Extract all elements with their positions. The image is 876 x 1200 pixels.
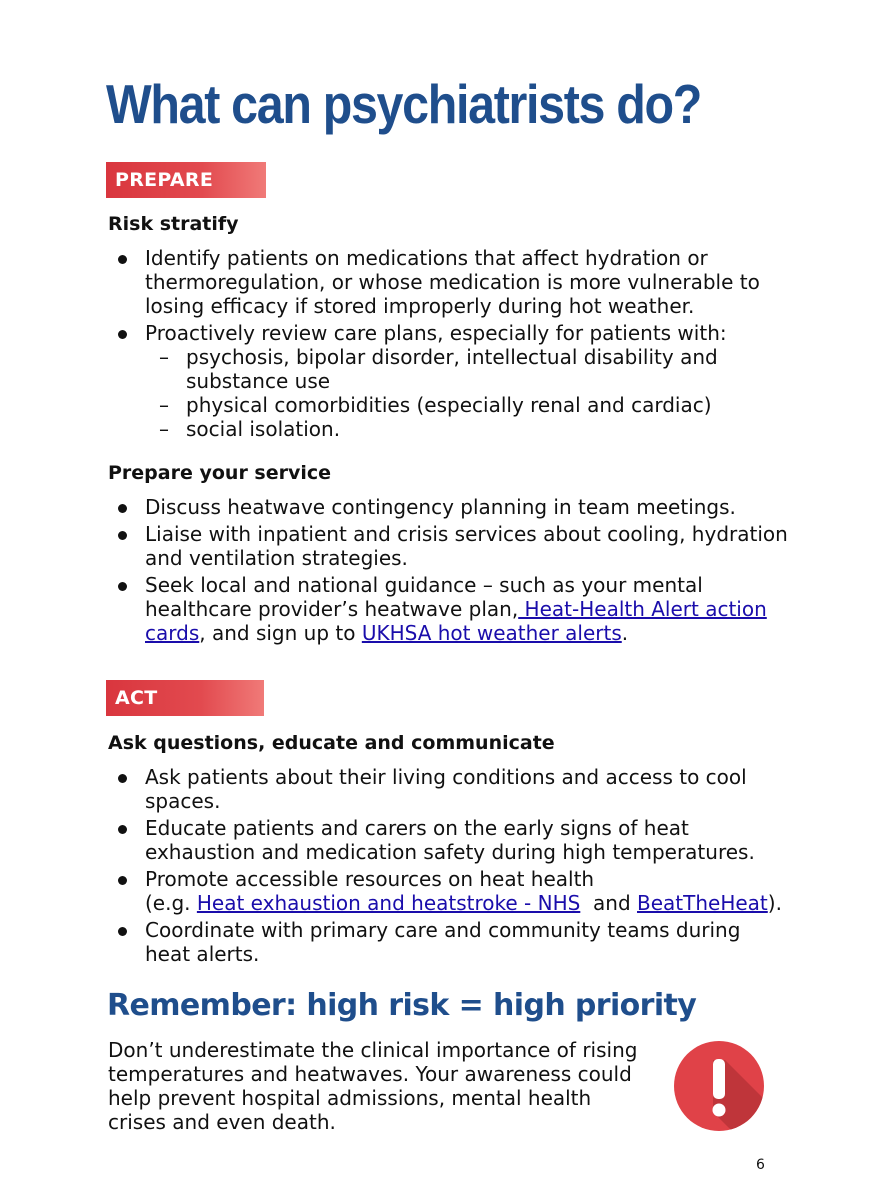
- bullet-icon: [118, 531, 127, 540]
- prepare-tag: PREPARE: [106, 162, 266, 198]
- dash-icon: –: [159, 393, 169, 417]
- bullet-icon: [118, 774, 127, 783]
- list-item-text: Discuss heatwave contingency planning in team meetings.: [145, 495, 736, 519]
- dash-icon: –: [159, 345, 169, 369]
- list-item: [108, 867, 788, 915]
- dash-icon: –: [159, 417, 169, 441]
- list-item-text: Educate patients and carers on the early signs of heat exhaustion and medication safety during high temperatures.: [145, 816, 755, 864]
- act-tag: ACT: [106, 680, 264, 716]
- list-item: [108, 321, 788, 441]
- prepare-service-heading: Prepare your service: [108, 462, 332, 484]
- exclamation-alert-icon: [673, 1040, 765, 1132]
- list-item: [108, 495, 788, 519]
- list-item-text: Seek local and national guidance – such as your mental healthcare provider’s heatwave plan,: [145, 573, 703, 621]
- act-list: [108, 765, 788, 969]
- nhs-heat-exhaustion-link[interactable]: Heat exhaustion and heatstroke - NHS: [196, 891, 581, 915]
- list-item-text: .: [621, 621, 629, 645]
- heat-health-alert-link[interactable]: Heat-Health Alert action cards: [145, 597, 767, 645]
- sub-list-item: [145, 417, 788, 441]
- list-item-text: ).: [767, 891, 782, 915]
- bullet-icon: [118, 504, 127, 513]
- sub-list-item-text: social isolation.: [186, 417, 341, 441]
- page-number: 6: [756, 1157, 765, 1173]
- sub-list-item-text: physical comorbidities (especially renal and cardiac): [186, 393, 712, 417]
- list-item: [108, 765, 788, 813]
- sub-list: [145, 345, 788, 441]
- risk-stratify-heading: Risk stratify: [108, 213, 239, 235]
- bullet-icon: [118, 582, 127, 591]
- list-item-text: Coordinate with primary care and community teams during heat alerts.: [145, 918, 741, 966]
- list-item-text: Liaise with inpatient and crisis services about cooling, hydration and ventilation strategies.: [145, 522, 788, 570]
- sub-list-item: [145, 393, 788, 417]
- sub-list-item-text: psychosis, bipolar disorder, intellectual disability and substance use: [186, 345, 718, 393]
- prepare-service-list: [108, 495, 788, 648]
- beattheheat-link[interactable]: BeatTheHeat: [637, 891, 768, 915]
- list-item-text: and: [580, 891, 638, 915]
- list-item: [108, 918, 788, 966]
- list-item: [108, 816, 788, 864]
- list-item: [108, 573, 788, 645]
- bullet-icon: [118, 255, 127, 264]
- list-item-text: (e.g.: [145, 891, 197, 915]
- list-item-text: Promote accessible resources on heat health: [145, 867, 595, 891]
- list-item-text: Proactively review care plans, especially for patients with:: [145, 321, 727, 345]
- bullet-icon: [118, 825, 127, 834]
- list-item: [108, 522, 788, 570]
- bullet-icon: [118, 876, 127, 885]
- remember-heading: Remember: high risk = high priority: [107, 988, 697, 1023]
- ukhsa-alerts-link[interactable]: UKHSA hot weather alerts: [361, 621, 622, 645]
- sub-list-item: [145, 345, 788, 393]
- list-item-text: Identify patients on medications that affect hydration or thermoregulation, or whose medication is more vulnerable to losing efficacy if stored improperly during hot weather.: [145, 246, 760, 318]
- list-item: [108, 246, 788, 318]
- list-item-text: , and sign up to: [199, 621, 362, 645]
- bullet-icon: [118, 927, 127, 936]
- list-item-text: Ask patients about their living conditions and access to cool spaces.: [145, 765, 747, 813]
- page-title: What can psychiatrists do?: [106, 73, 702, 135]
- ask-questions-heading: Ask questions, educate and communicate: [108, 732, 555, 754]
- bullet-icon: [118, 330, 127, 339]
- risk-stratify-list: [108, 246, 788, 444]
- remember-body: Don’t underestimate the clinical importance of rising temperatures and heatwaves. Your awareness could help prevent hospital admissions, mental health crises and even death.: [108, 1038, 638, 1134]
